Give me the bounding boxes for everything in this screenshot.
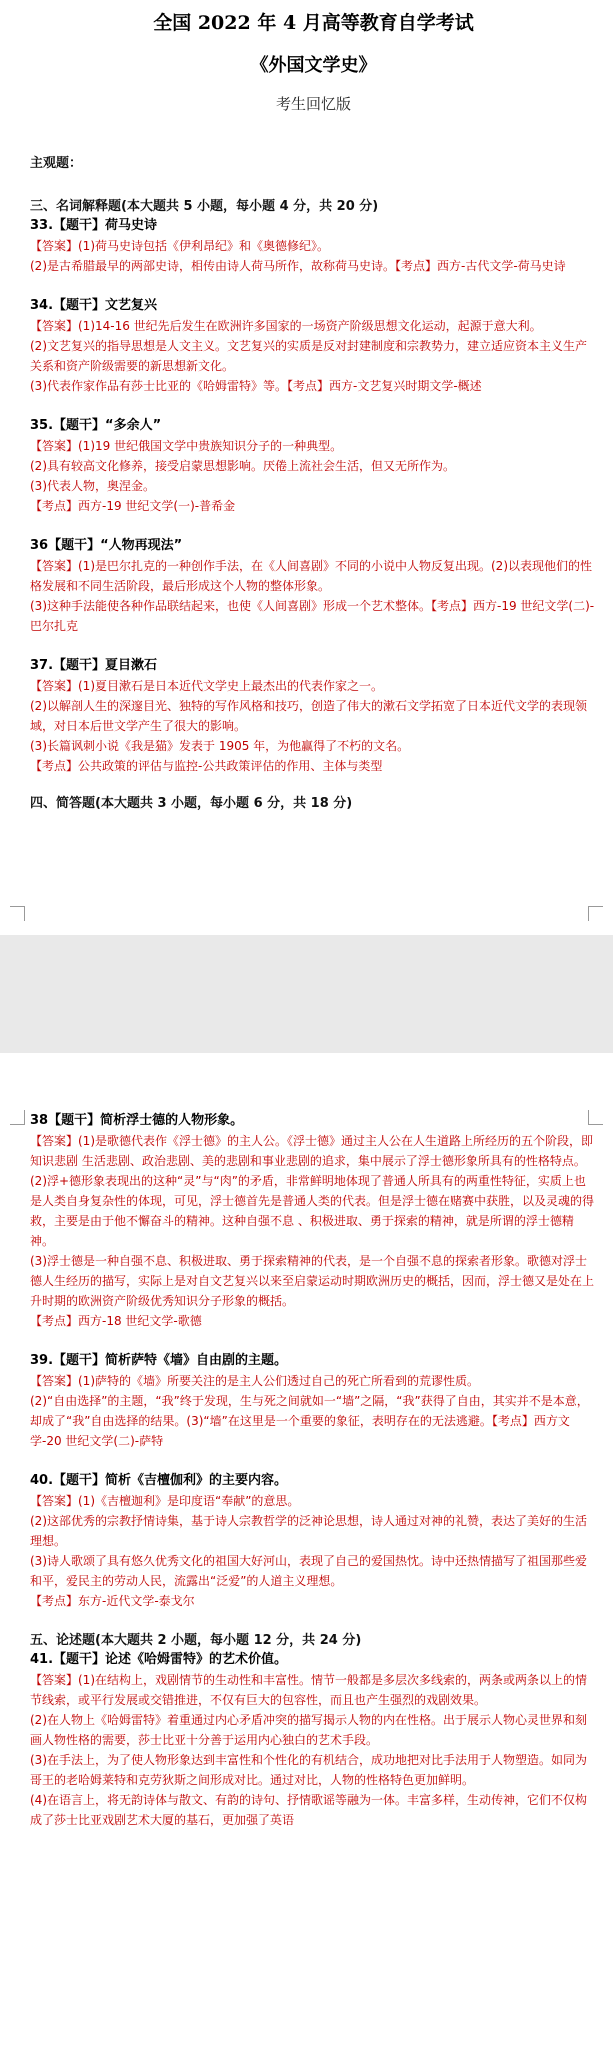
answer-line: (3)长篇讽刺小说《我是猫》发表于 1905 年，为他赢得了不朽的文名。 [30, 739, 410, 753]
section-5-questions [30, 1650, 597, 1830]
answer-text [30, 676, 597, 776]
answer-line: (3)浮士德是一种自强不息、积极进取、勇于探索精神的代表，是一个自强不息的探索者形象。歌德对浮士德人生经历的描写，实际上是对自文艺复兴以来至启蒙运动时期欧洲历史的概括，因而，浮士德又是处在上升时期的欧洲资产阶级优秀知识分子形象的概括。 [30, 1254, 595, 1308]
answer-text [30, 236, 597, 276]
answer-line: 【答案】(1)是歌德代表作《浮士德》的主人公。《浮士德》通过主人公在人生道路上所经历的五个阶段，即知识悲剧 生活悲剧、政治悲剧、美的悲剧和事业悲剧的追求，集中展示了浮士德形象所具有的性格特点。 [30, 1134, 594, 1168]
answer-line: (2)以解剖人生的深邃目光、独特的写作风格和技巧，创造了伟大的漱石文学拓宽了日本近代文学的表现领域，对日本后世文学产生了很大的影响。 [30, 699, 588, 733]
answer-line: 【考点】西方-19 世纪文学(一)-普希金 [30, 499, 236, 513]
answer-text [30, 556, 597, 636]
answer-line: 【答案】(1)荷马史诗包括《伊利昂纪》和《奥德修纪》。 [30, 239, 330, 253]
page-1 [0, 0, 613, 935]
answer-line: (2)是古希腊最早的两部史诗，相传由诗人荷马所作，故称荷马史诗。【考点】西方-古代文学-荷马史诗 [30, 259, 566, 273]
page-corner-mark [10, 906, 25, 921]
question-stem: 38【题干】简析浮士德的人物形象。 [30, 1113, 244, 1128]
answer-text [30, 316, 597, 396]
page-corner-mark [588, 906, 603, 921]
answer-line: 【答案】(1)萨特的《墙》所要关注的是主人公们透过自己的死亡所看到的荒谬性质。 [30, 1374, 480, 1388]
answer-line: (2)浮+德形象表现出的这种“灵”与“肉”的矛盾，非常鲜明地体现了普通人所具有的两重性特征，实质上也是人类自身复杂性的体现，可见，浮士德首先是普通人类的代表。但是浮士德在赌赛中获胜，以及灵魂的得救，主要是由于他不懈奋斗的精神。这种自强不息 、积极进取、勇于探索的精神，就是所谓的浮士德精神。 [30, 1174, 595, 1248]
page-corner-mark [588, 1110, 603, 1125]
question-block [30, 416, 597, 516]
answer-line: (3)这种手法能使各种作品联结起来，也使《人间喜剧》形成一个艺术整体。【考点】西方-19 世纪文学(二)-巴尔扎克 [30, 599, 595, 633]
version-label: 考生回忆版 [275, 95, 351, 113]
question-stem: 36【题干】“人物再现法” [30, 538, 183, 553]
answer-line: (2)这部优秀的宗教抒情诗集，基于诗人宗教哲学的泛神论思想，诗人通过对神的礼赞，表达了美好的生活理想。 [30, 1514, 588, 1548]
section-3-title: 三、名词解释题(本大题共 5 小题，每小题 4 分，共 20 分) [30, 199, 379, 214]
answer-line: 【考点】西方-18 世纪文学-歌德 [30, 1314, 202, 1328]
answer-line: 【答案】(1)夏目漱石是日本近代文学史上最杰出的代表作家之一。 [30, 679, 384, 693]
answer-line: 【答案】(1)19 世纪俄国文学中贵族知识分子的一种典型。 [30, 439, 343, 453]
answer-line: (3)在手法上，为了使人物形象达到丰富性和个性化的有机结合，成功地把对比手法用于人物塑造。如同为哥王的老哈姆莱特和克劳狄斯之间形成对比。通过对比，人物的性格特色更加鲜明。 [30, 1753, 588, 1787]
answer-line: (4)在语言上，将无韵诗体与散文、有韵的诗句、抒情歌谣等融为一体。丰富多样，生动传神，它们不仅构成了莎士比亚戏剧艺术大厦的基石，更加强了英语 [30, 1793, 588, 1827]
question-stem: 37.【题干】夏目漱石 [30, 658, 158, 673]
answer-text [30, 1371, 597, 1451]
page-2 [0, 1053, 613, 2054]
question-block [30, 1471, 597, 1611]
answer-line: (2)具有较高文化修养，接受启蒙思想影响。厌倦上流社会生活，但又无所作为。 [30, 459, 456, 473]
subject-title: 《外国文学史》 [250, 55, 377, 76]
question-block [30, 1351, 597, 1451]
question-block [30, 296, 597, 396]
answer-text [30, 436, 597, 516]
question-stem: 34.【题干】文艺复兴 [30, 298, 158, 313]
section-3-questions [30, 216, 597, 776]
answer-line: (2)在人物上《哈姆雷特》着重通过内心矛盾冲突的描写揭示人物的内在性格。出于展示人物心灵世界和刻画人物性格的需要，莎士比亚十分善于运用内心独白的艺术手段。 [30, 1713, 588, 1747]
answer-line: (3)诗人歌颂了具有悠久优秀文化的祖国大好河山，表现了自己的爱国热忱。诗中还热情描写了祖国那些爱和平，爱民主的劳动人民，流露出“泛爱”的人道主义理想。 [30, 1554, 588, 1588]
answer-line: 【答案】(1)《吉檀迦利》是印度语“奉献”的意思。 [30, 1494, 300, 1508]
page-gap [0, 935, 613, 1053]
answer-line: 【答案】(1)在结构上，戏剧情节的生动性和丰富性。情节一般都是多层次多线索的，两条或两条以上的情节线索，或平行发展或交错推进，不仅有巨大的包容性，而且也产生强烈的戏剧效果。 [30, 1673, 588, 1707]
answer-text [30, 1491, 597, 1611]
answer-text [30, 1131, 597, 1331]
document-title: 全国 2022 年 4 月高等教育自学考试 [153, 12, 474, 34]
question-stem: 35.【题干】“多余人” [30, 418, 162, 433]
question-block [30, 1111, 597, 1331]
question-block [30, 216, 597, 276]
answer-line: (2)“自由选择”的主题，“我”终于发现，生与死之间就如一“墙”之隔，“我”获得了自由，其实并不是本意，却成了“我”自由选择的结果。(3)“墙”在这里是一个重要的象征，表明存在的无法逃避。【考点】西方文学-20 世纪文学(二)-萨特 [30, 1394, 589, 1448]
section-4-questions [30, 1111, 597, 1611]
answer-text [30, 1670, 597, 1830]
section-4-title: 四、简答题(本大题共 3 小题，每小题 6 分，共 18 分) [30, 796, 353, 811]
page-2-content [30, 1111, 597, 1850]
answer-line: (3)代表人物，奥涅金。 [30, 479, 155, 493]
answer-line: 【答案】(1)是巴尔扎克的一种创作手法，在《人间喜剧》不同的小说中人物反复出现。(2)以表现他们的性格发展和不同生活阶段，最后形成这个人物的整体形象。 [30, 559, 593, 593]
question-stem: 40.【题干】简析《吉檀伽利》的主要内容。 [30, 1473, 288, 1488]
question-block [30, 1650, 597, 1830]
subjective-heading: 主观题： [30, 156, 83, 171]
answer-line: 【考点】东方-近代文学-泰戈尔 [30, 1594, 195, 1608]
answer-line: (3)代表作家作品有莎士比亚的《哈姆雷特》等。【考点】西方-文艺复兴时期文学-概述 [30, 379, 482, 393]
answer-line: 【答案】(1)14-16 世纪先后发生在欧洲许多国家的一场资产阶级思想文化运动，起源于意大利。 [30, 319, 542, 333]
answer-line: (2)文艺复兴的指导思想是人文主义。文艺复兴的实质是反对封建制度和宗教势力，建立适应资本主义生产关系和资产阶级需要的新思想新文化。 [30, 339, 588, 373]
question-stem: 39.【题干】简析萨特《墙》自由剧的主题。 [30, 1353, 288, 1368]
question-block [30, 656, 597, 776]
page-corner-mark [10, 1110, 25, 1125]
section-5-title: 五、论述题(本大题共 2 小题，每小题 12 分，共 24 分) [30, 1633, 362, 1648]
question-stem: 41.【题干】论述《哈姆雷特》的艺术价值。 [30, 1652, 288, 1667]
question-block [30, 536, 597, 636]
page-1-content [30, 4, 597, 813]
question-stem: 33.【题干】荷马史诗 [30, 218, 158, 233]
answer-line: 【考点】公共政策的评估与监控-公共政策评估的作用、主体与类型 [30, 759, 383, 773]
